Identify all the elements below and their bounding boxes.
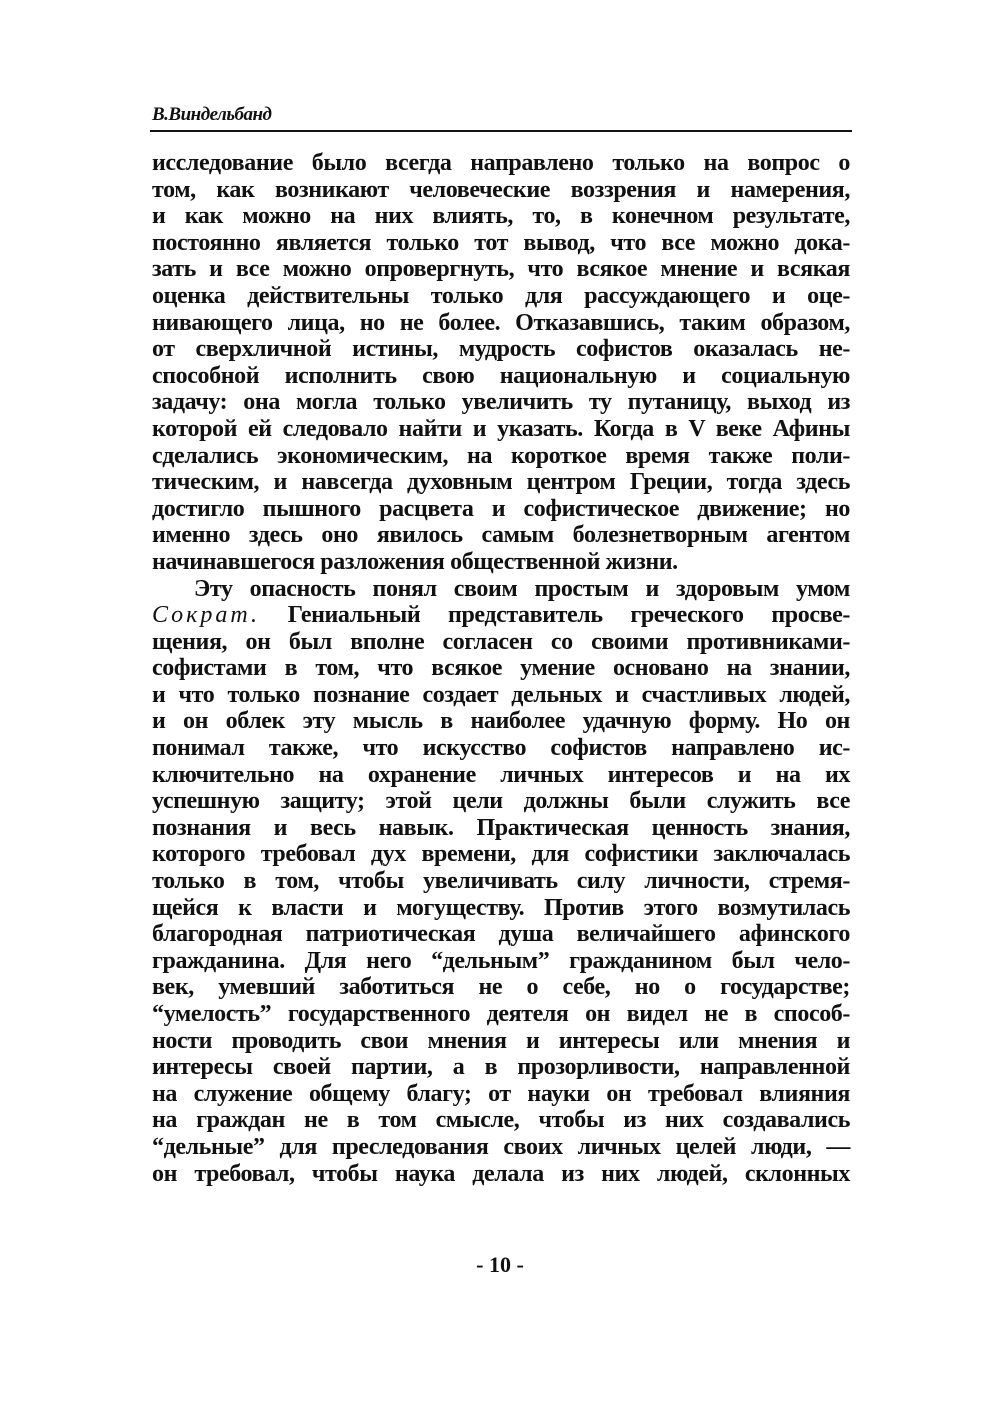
text-line: и что только познание создает дельных и счастливых людей, — [152, 681, 850, 708]
text-line: благородная патриотическая душа величайшего афинского — [152, 921, 850, 948]
paragraph-2 — [152, 576, 850, 1188]
paragraph-1 — [152, 150, 850, 576]
text-line: сделались экономическим, на короткое время также поли- — [152, 442, 850, 469]
text-line: и он облек эту мысль в наиболее удачную форму. Но он — [152, 708, 850, 735]
text-line: гражданина. Для него “дельным” гражданином был чело- — [152, 947, 850, 974]
text-line: интересы своей партии, а в прозорливости, направленной — [152, 1054, 850, 1081]
text-line: Эту опасность понял своим простым и здоровым умом — [194, 575, 850, 602]
text-line — [152, 602, 850, 629]
text-line: задачу: она могла только увеличить ту путаницу, выход из — [152, 389, 850, 416]
text-line: успешную защиту; этой цели должны были служить все — [152, 788, 850, 815]
text-line: зать и все можно опровергнуть, что всякое мнение и всякая — [152, 256, 850, 283]
text-line: способной исполнить свою национальную и социальную — [152, 362, 850, 389]
text-line: тическим, и навсегда духовным центром Греции, тогда здесь — [152, 469, 850, 496]
text-line: достигло пышного расцвета и софистическое движение; но — [152, 495, 850, 522]
text-line: исследование было всегда направлено только на вопрос о — [152, 150, 850, 176]
text-fragment: Гениальный представитель греческого просве- — [260, 602, 850, 629]
text-line: от сверхличной истины, мудрость софистов оказалась не- — [152, 336, 850, 363]
text-line: “дельные” для преследования своих личных целей люди, — — [152, 1133, 850, 1160]
text-line: именно здесь оно явилось самым болезнетворным агентом — [152, 522, 850, 549]
text-line: он требовал, чтобы наука делала из них людей, склонных — [152, 1160, 850, 1187]
text-line: на служение общему благу; от науки он требовал влияния — [152, 1080, 850, 1107]
text-line: только в том, чтобы увеличивать силу личности, стремя- — [152, 868, 850, 895]
text-line: постоянно является только тот вывод, что все можно дока- — [152, 229, 850, 256]
text-line: ности проводить свои мнения и интересы или мнения и — [152, 1027, 850, 1054]
text-line: щения, он был вполне согласен со своими противниками- — [152, 628, 850, 655]
text-line: “умелость” государственного деятеля он видел не в способ- — [152, 1001, 850, 1027]
text-line: щейся к власти и могуществу. Против этого возмутилась — [152, 894, 850, 921]
text-line: которого требовал дух времени, для софистики заключалась — [152, 841, 850, 868]
text-line: оценка действительны только для рассуждающего и оце- — [152, 282, 850, 309]
page-number: - 10 - — [476, 1252, 524, 1277]
text-line: понимал также, что искусство софистов направлено ис- — [152, 735, 850, 762]
text-line: нивающего лица, но не более. Отказавшись, таким образом, — [152, 309, 850, 336]
text-line: том, как возникают человеческие воззрения и намерения, — [152, 176, 850, 203]
running-header: В.Виндельбанд — [152, 104, 272, 125]
text-line: ключительно на охранение личных интересов и на их — [152, 761, 850, 788]
header-rule — [150, 130, 852, 132]
emphasized-name: Сократ. — [152, 602, 261, 629]
page-body — [152, 150, 850, 1187]
text-line: которой ей следовало найти и указать. Когда в V веке Афины — [152, 415, 850, 442]
text-line: начинавшегося разложения общественной жизни. — [152, 548, 678, 575]
text-line: софистами в том, что всякое умение основано на знании, — [152, 655, 850, 682]
text-line: век, умевший заботиться не о себе, но о государстве; — [152, 974, 850, 1001]
text-line: познания и весь навык. Практическая ценность знания, — [152, 814, 850, 841]
text-line: на граждан не в том смысле, чтобы из них создавались — [152, 1107, 850, 1134]
text-line: и как можно на них влиять, то, в конечном результате, — [152, 203, 850, 230]
